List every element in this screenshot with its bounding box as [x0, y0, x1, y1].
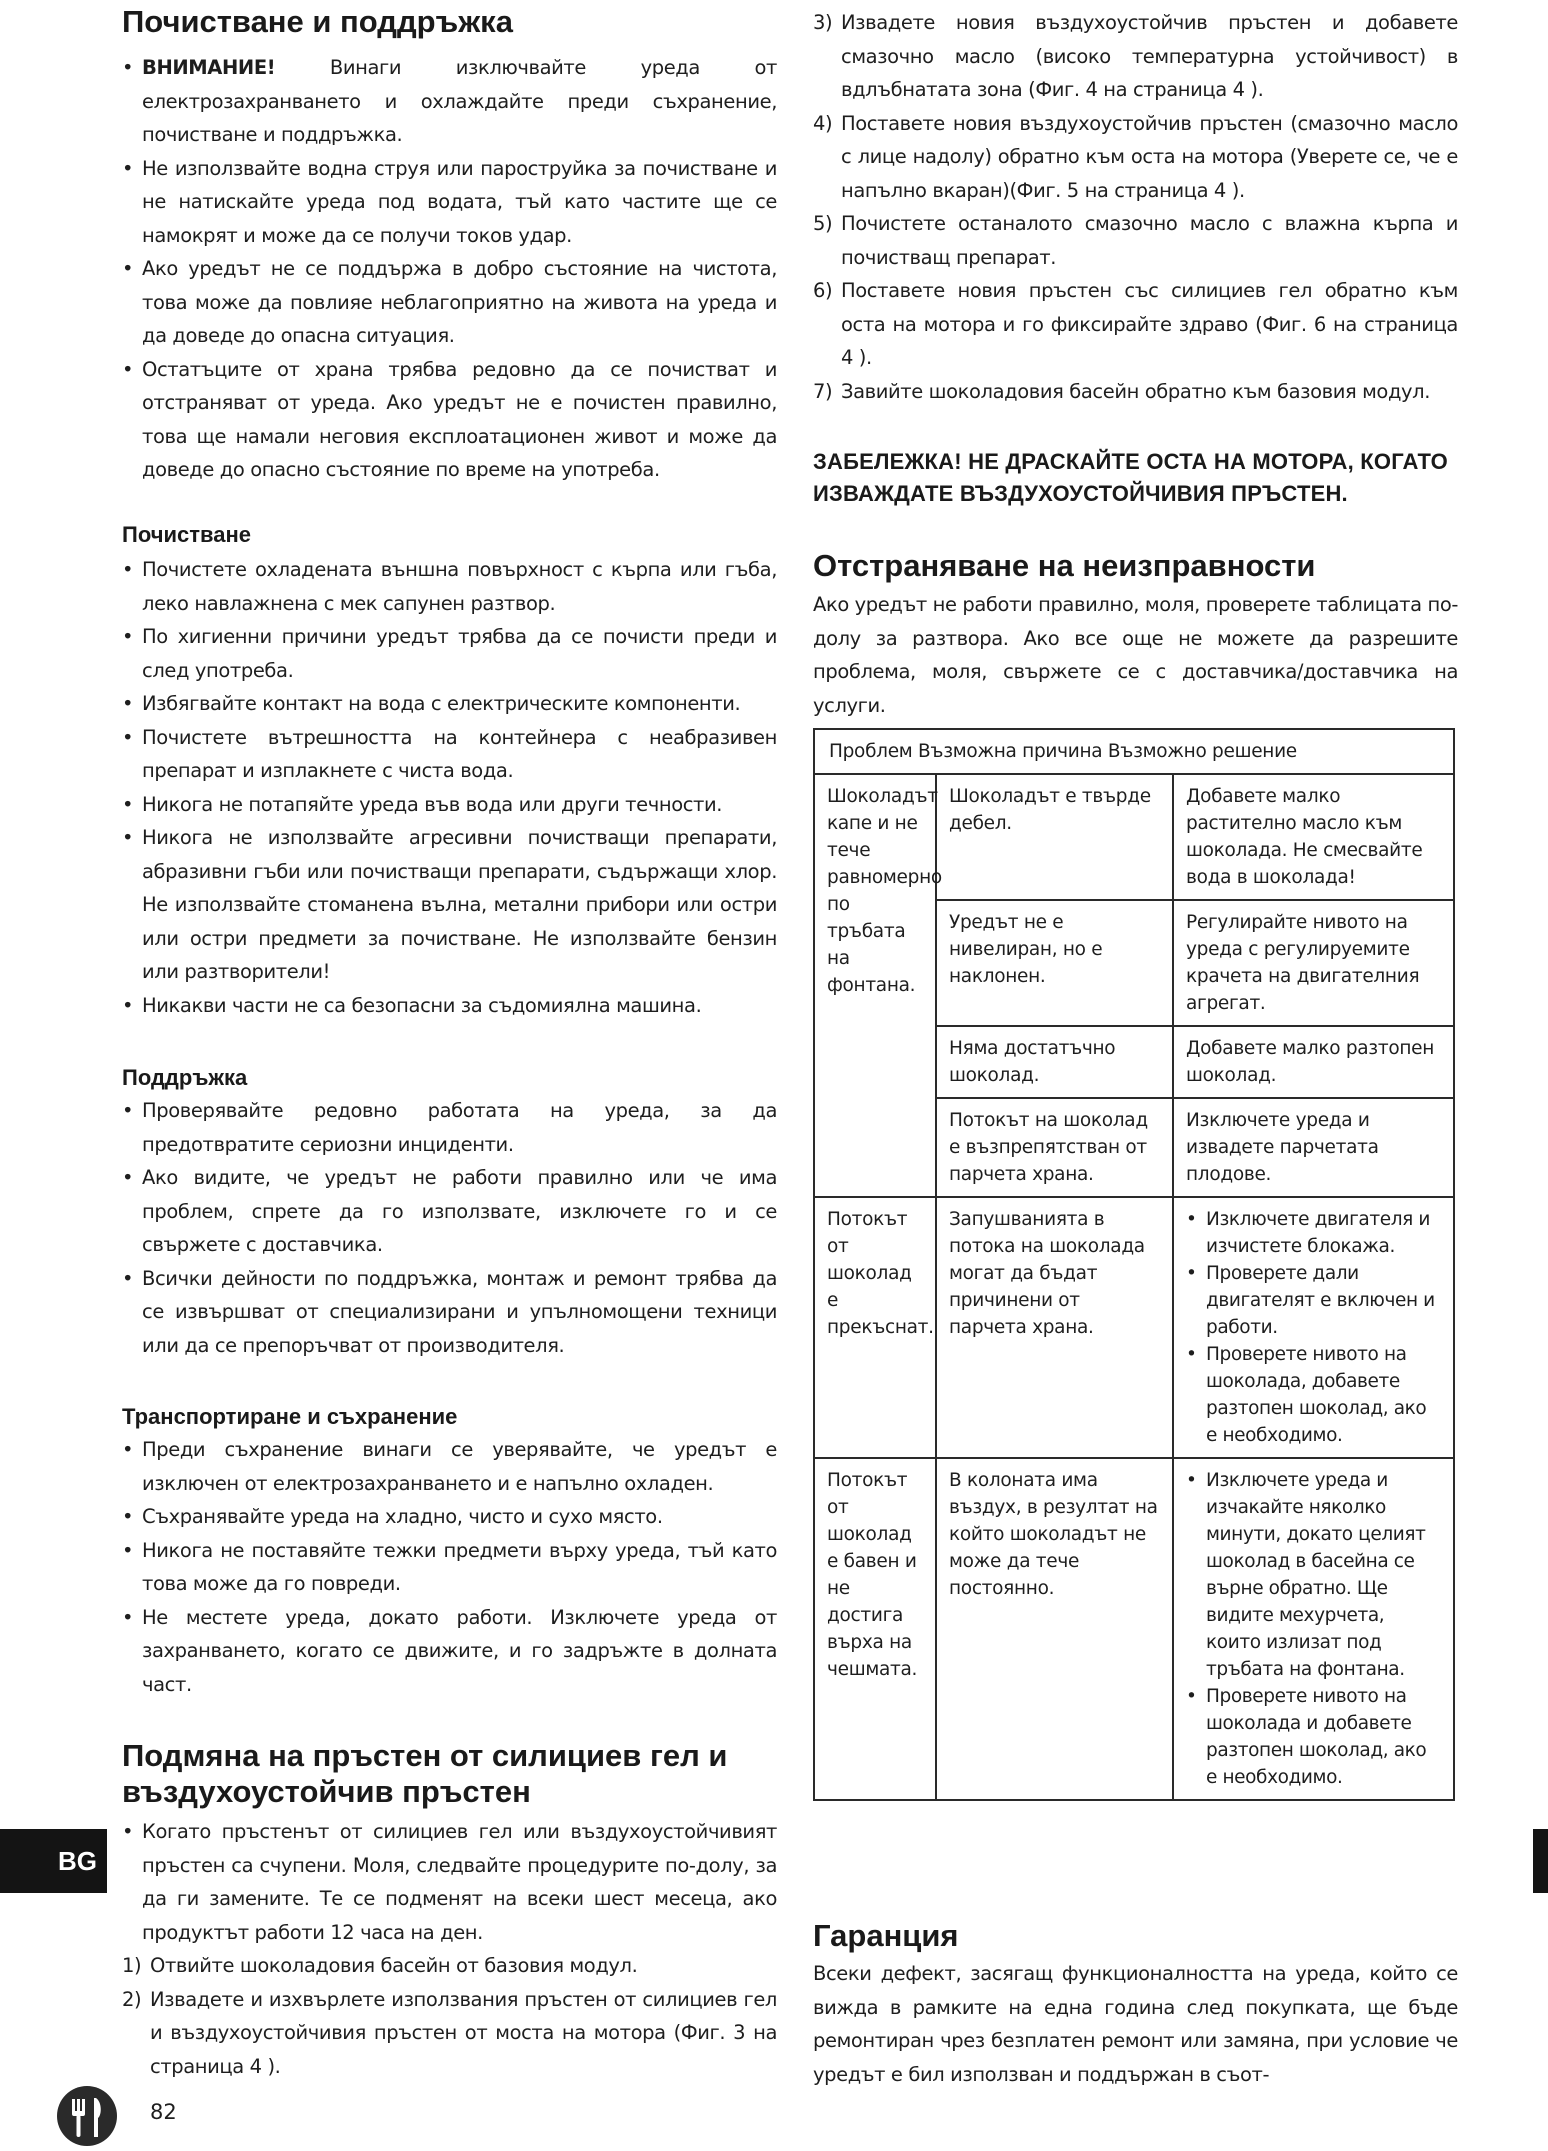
section1-bullets	[122, 51, 777, 487]
maintenance-bullets	[122, 1094, 777, 1362]
section-title-troubleshooting: Отстраняване на неизправности	[813, 548, 1316, 583]
list-item: • Никога не използвайте агресивни почистващи препарати, абразивни гъби или почистващи препарати, съдържащи хлор. Не използвайте стоманена вълна, метални прибори или остри или остри предмети за почистване. Не използвайте бензин или разтворители!	[122, 821, 777, 989]
cause-cell: Запушванията в потока на шоколада могат да бъдат причинени от парчета храна.	[936, 1197, 1173, 1458]
solution-cell: Изключете уреда и извадете парчетата плодове.	[1173, 1098, 1454, 1197]
list-item: • Избягвайте контакт на вода с електрическите компоненти.	[122, 687, 777, 721]
page-number: 82	[150, 2100, 177, 2124]
solution-item: • Изключете уреда и изчакайте няколко минути, докато целият шоколад в басейна се върне обратно. Ще видите мехурчета, които излизат под тръбата на фонтана.	[1186, 1467, 1441, 1683]
step-text: Почистете останалото смазочно масло с влажна кърпа и почистващ препарат.	[841, 212, 1458, 269]
table-row	[814, 774, 1454, 900]
step-number: 7)	[813, 379, 833, 403]
warning-text: Винаги изключвайте уреда от електрозахранването и охлаждайте преди съхранение, почистване и поддръжка.	[142, 56, 777, 146]
step-item	[122, 1983, 777, 2084]
list-item: • По хигиенни причини уредът трябва да се почисти преди и след употреба.	[122, 620, 777, 687]
step-item	[813, 375, 1458, 409]
language-tab-label: BG	[58, 1845, 97, 1876]
step-number: 3)	[813, 11, 833, 34]
table-row	[814, 1197, 1454, 1458]
list-item: • Съхранявайте уреда на хладно, чисто и сухо място.	[122, 1500, 777, 1534]
step-number: 5)	[813, 212, 833, 235]
list-item: • Не използвайте водна струя или пароструйка за почистване и не натискайте уреда под водата, тъй като частите ще се намокрят и може да се получи токов удар.	[122, 152, 777, 253]
step-number: 4)	[813, 111, 833, 135]
ring-steps	[122, 1949, 777, 2083]
problem-cell: Шоколадът капе и не тече равномерно по тръбата на фонтана.	[814, 774, 936, 1197]
list-item: • Проверявайте редовно работата на уреда, за да предотвратите сериозни инциденти.	[122, 1094, 777, 1161]
ring-intro	[122, 1815, 777, 1949]
solution-cell: Добавете малко разтопен шоколад.	[1173, 1026, 1454, 1098]
cutlery-logo-icon	[56, 2085, 118, 2147]
solution-list	[1186, 1206, 1441, 1449]
step-text: Отвийте шоколадовия басейн от базовия модул.	[150, 1954, 638, 1977]
warning-label: ВНИМАНИЕ!	[142, 56, 276, 79]
note-warning: ЗАБЕЛЕЖКА! НЕ ДРАСКАЙТЕ ОСТА НА МОТОРА, КОГАТО ИЗВАЖДАТЕ ВЪЗДУХОУСТОЙЧИВИЯ ПРЪСТЕН.	[813, 449, 1448, 506]
solution-item: • Изключете двигателя и изчистете блокажа.	[1186, 1206, 1441, 1260]
troubleshooting-table	[813, 728, 1455, 1801]
step-item	[813, 6, 1458, 107]
step-item	[813, 274, 1458, 375]
section-title-warranty: Гаранция	[813, 1918, 959, 1953]
section-title-ring-replacement: Подмяна на пръстен от силициев гел и въздухоустойчив пръстен	[122, 1738, 728, 1809]
list-item: • Преди съхранение винаги се уверявайте, че уредът е изключен от електрозахранването и е напълно охладен.	[122, 1433, 777, 1500]
warranty-text: Всеки дефект, засягащ функционалността на уреда, който се вижда в рамките на една година след покупката, ще бъде ремонтиран чрез безплатен ремонт или замяна, при условие че уредът е бил използван и поддържан в съот-	[813, 1962, 1458, 2086]
cause-cell: В колоната има въздух, в резултат на който шоколадът не може да тече постоянно.	[936, 1458, 1173, 1800]
subheading-cleaning: Почистване	[122, 522, 252, 547]
troubleshooting-intro: Ако уредът не работи правилно, моля, проверете таблицата по-долу за разтвора. Ако все още не можете да разрешите проблема, моля, свържете се с доставчика/доставчика на услуги.	[813, 593, 1458, 717]
step-text: Завийте шоколадовия басейн обратно към базовия модул.	[841, 379, 1431, 403]
cleaning-bullets	[122, 553, 777, 1022]
problem-cell: Потокът от шоколад е бавен и не достига върха на чешмата.	[814, 1458, 936, 1800]
solution-item: • Проверете нивото на шоколада, добавете разтопен шоколад, ако е необходимо.	[1186, 1341, 1441, 1449]
subheading-transport-storage: Транспортиране и съхранение	[122, 1404, 458, 1429]
cause-cell: Няма достатъчно шоколад.	[936, 1026, 1173, 1098]
step-text: Поставете новия въздухоустойчив пръстен (смазочно масло с лице надолу) обратно към оста на мотора (Уверете се, че е напълно вкаран)(Фиг. 5 на страница 4 ).	[841, 111, 1458, 202]
edge-marker	[1533, 1829, 1548, 1893]
list-item: • Никакви части не са безопасни за съдомиялна машина.	[122, 989, 777, 1023]
cause-cell: Уредът не е нивелиран, но е наклонен.	[936, 900, 1173, 1026]
list-item: • Ако уредът не се поддържа в добро състояние на чистота, това може да повлияе неблагоприятно на живота на уреда и да доведе до опасна ситуация.	[122, 252, 777, 353]
table-row	[814, 1458, 1454, 1800]
solution-item: • Проверете нивото на шоколада и добавете разтопен шоколад, ако е необходимо.	[1186, 1683, 1441, 1791]
language-tab	[0, 1829, 107, 1893]
table-header-cell: Проблем Възможна причина Възможно решение	[814, 729, 1454, 774]
list-item: • Ако видите, че уредът не работи правилно или че има проблем, спрете да го използвате, изключете го и се свържете с доставчика.	[122, 1161, 777, 1262]
step-item	[813, 107, 1458, 208]
step-text: Извадете новия въздухоустойчив пръстен и добавете смазочно масло (високо температурна устойчивост) в вдлъбнатата зона (Фиг. 4 на страница 4 ).	[841, 11, 1458, 101]
section-title-cleaning-maintenance: Почистване и поддръжка	[122, 4, 513, 39]
step-item	[813, 207, 1458, 274]
solution-cell	[1173, 1458, 1454, 1800]
table-header-row	[814, 729, 1454, 774]
step-item	[122, 1949, 777, 1983]
list-item: • Всички дейности по поддръжка, монтаж и ремонт трябва да се извършват от специализирани и упълномощени техници или да се препоръчват от производителя.	[122, 1262, 777, 1363]
list-item: • Когато пръстенът от силициев гел или въздухоустойчивият пръстен са счупени. Моля, следвайте процедурите по-долу, за да ги замените. Те се подменят на всеки шест месеца, ако продуктът работи 12 часа на ден.	[122, 1815, 777, 1949]
list-item: • Почистете охладената външна повърхност с кърпа или гъба, леко навлажнена с мек сапунен разтвор.	[122, 553, 777, 620]
ring-steps-continued	[813, 6, 1458, 408]
step-number: 6)	[813, 279, 833, 302]
list-item: • Никога не поставяйте тежки предмети върху уреда, тъй като това може да го повреди.	[122, 1534, 777, 1601]
cause-cell: Потокът на шоколад е възпрепятстван от парчета храна.	[936, 1098, 1173, 1197]
step-number: 2)	[122, 1987, 142, 2011]
list-item: • Никога не потапяйте уреда във вода или други течности.	[122, 788, 777, 822]
transport-bullets	[122, 1433, 777, 1701]
solution-cell: Добавете малко растително масло към шоколада. Не смесвайте вода в шоколада!	[1173, 774, 1454, 900]
list-item: • Почистете вътрешността на контейнера с неабразивен препарат и изплакнете с чиста вода.	[122, 721, 777, 788]
cutlery-logo-svg	[56, 2085, 118, 2147]
solution-item: • Проверете дали двигателят е включен и работи.	[1186, 1260, 1441, 1341]
step-number: 1)	[122, 1954, 142, 1977]
subheading-maintenance: Поддръжка	[122, 1065, 248, 1090]
list-item	[122, 51, 777, 152]
step-text: Поставете новия пръстен със силициев гел обратно към оста на мотора и го фиксирайте здраво (Фиг. 6 на страница 4 ).	[841, 279, 1458, 369]
solution-cell	[1173, 1197, 1454, 1458]
list-item: • Остатъците от храна трябва редовно да се почистват и отстраняват от уреда. Ако уредът не е почистен правилно, това ще намали неговия експлоатационен живот и може да доведе до опасно състояние по време на употреба.	[122, 353, 777, 487]
list-item: • Не местете уреда, докато работи. Изключете уреда от захранването, когато се движите, и го задръжте в долната част.	[122, 1601, 777, 1702]
step-text: Извадете и изхвърлете използвания пръстен от силициев гел и въздухоустойчивия пръстен от моста на мотора (Фиг. 3 на страница 4 ).	[150, 1987, 777, 2078]
solution-list	[1186, 1467, 1441, 1791]
solution-cell: Регулирайте нивото на уреда с регулируемите крачета на двигателния агрегат.	[1173, 900, 1454, 1026]
cause-cell: Шоколадът е твърде дебел.	[936, 774, 1173, 900]
problem-cell: Потокът от шоколад е прекъснат.	[814, 1197, 936, 1458]
